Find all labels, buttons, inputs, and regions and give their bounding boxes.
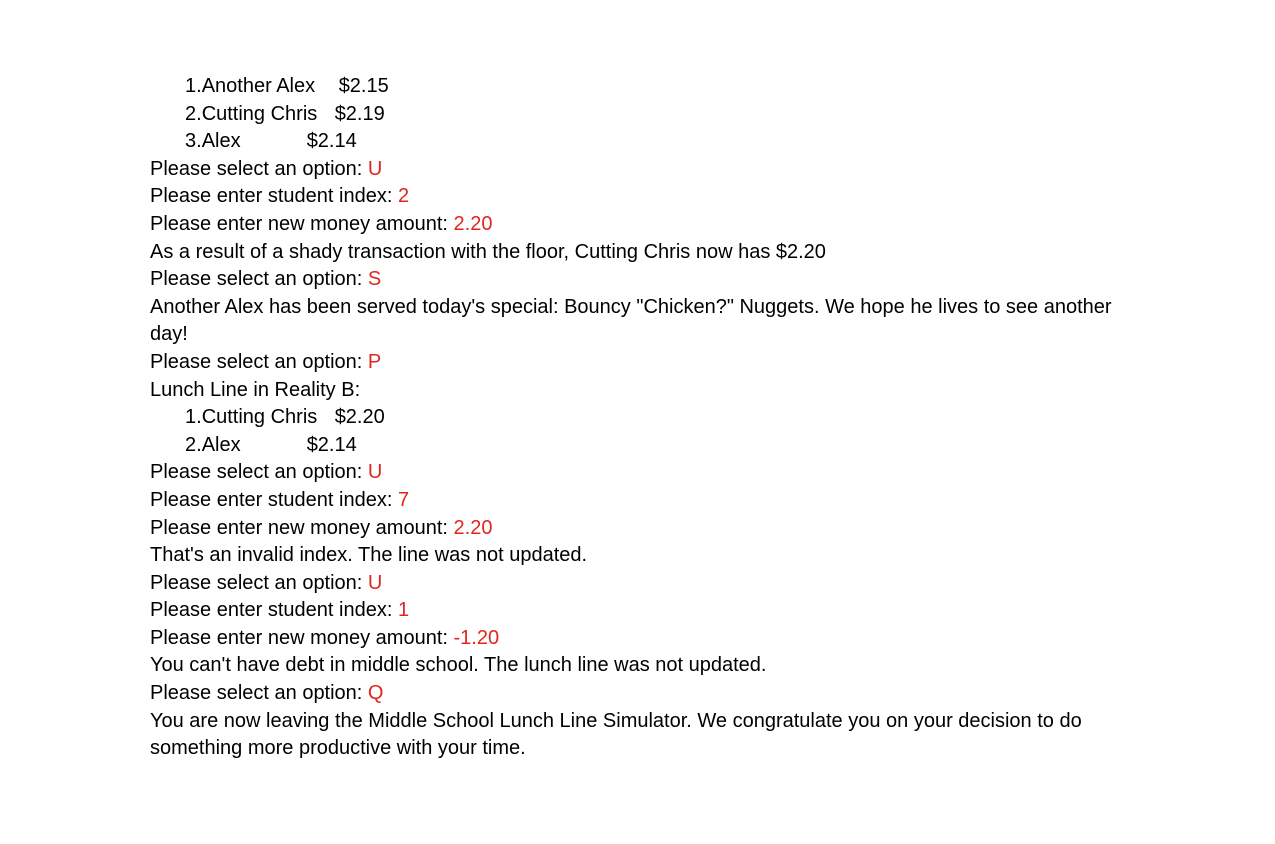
user-input: P <box>367 350 382 373</box>
prompt-text: Please enter student index: <box>150 185 398 208</box>
lunch-line-row <box>150 101 1140 129</box>
student-name: Another Alex <box>201 75 316 97</box>
prompt-text: Please select an option: <box>150 157 368 180</box>
prompt-line <box>150 597 1140 625</box>
user-input: 2.20 <box>453 212 493 235</box>
user-input: U <box>367 157 383 180</box>
lunch-line-row <box>150 404 1140 432</box>
student-money: $2.20 <box>334 406 385 429</box>
student-name: Alex <box>201 130 241 153</box>
output-line: You can't have debt in middle school. The lunch line was not updated. <box>150 654 767 677</box>
lunch-line-row <box>150 432 1140 460</box>
user-input: -1.20 <box>453 626 500 649</box>
prompt-line <box>150 266 1140 294</box>
user-input: S <box>367 268 382 291</box>
prompt-line <box>150 570 1140 598</box>
prompt-line <box>150 156 1140 184</box>
user-input: 7 <box>397 488 410 511</box>
row-number: 2. <box>185 433 202 456</box>
output-line: Lunch Line in Reality B: <box>150 378 361 401</box>
prompt-text: Please select an option: <box>150 682 368 705</box>
output-line: Another Alex has been served today's special: Bouncy "Chicken?" Nuggets. We hope he lives to see another day! <box>150 295 1118 346</box>
user-input: 2.20 <box>453 516 493 539</box>
student-money: $2.14 <box>306 433 357 456</box>
row-number: 2. <box>185 102 202 125</box>
prompt-line <box>150 680 1140 708</box>
prompt-text: Please enter student index: <box>150 599 398 622</box>
prompt-line <box>150 211 1140 239</box>
user-input: U <box>367 571 383 594</box>
student-name: Cutting Chris <box>201 406 318 429</box>
output-line: That's an invalid index. The line was not updated. <box>150 544 588 567</box>
console-output <box>150 73 1140 763</box>
prompt-text: Please select an option: <box>150 268 368 291</box>
output-line: You are now leaving the Middle School Lunch Line Simulator. We congratulate you on your decision to do something more productive with your time. <box>150 709 1088 760</box>
prompt-text: Please select an option: <box>150 571 368 594</box>
prompt-text: Please enter new money amount: <box>150 626 454 649</box>
user-input: U <box>367 461 383 484</box>
student-name: Alex <box>201 433 241 456</box>
prompt-line <box>150 515 1140 543</box>
user-input: 2 <box>397 185 410 208</box>
user-input: 1 <box>397 599 410 622</box>
student-money: $2.14 <box>306 130 357 153</box>
row-number: 3. <box>185 130 202 153</box>
prompt-line <box>150 183 1140 211</box>
prompt-text: Please enter new money amount: <box>150 212 454 235</box>
prompt-line <box>150 487 1140 515</box>
prompt-text: Please enter student index: <box>150 488 398 511</box>
student-money: $2.15 <box>338 75 389 97</box>
lunch-line-row <box>150 128 1140 156</box>
lunch-line-row <box>150 73 1140 101</box>
row-number: 1. <box>185 406 202 429</box>
user-input: Q <box>367 682 384 705</box>
prompt-text: Please enter new money amount: <box>150 516 454 539</box>
prompt-text: Please select an option: <box>150 461 368 484</box>
prompt-line <box>150 625 1140 653</box>
row-number: 1. <box>185 75 202 97</box>
student-name: Cutting Chris <box>201 102 318 125</box>
prompt-line <box>150 349 1140 377</box>
student-money: $2.19 <box>334 102 385 125</box>
prompt-text: Please select an option: <box>150 350 368 373</box>
prompt-line <box>150 459 1140 487</box>
output-line: As a result of a shady transaction with the floor, Cutting Chris now has $2.20 <box>150 240 826 263</box>
